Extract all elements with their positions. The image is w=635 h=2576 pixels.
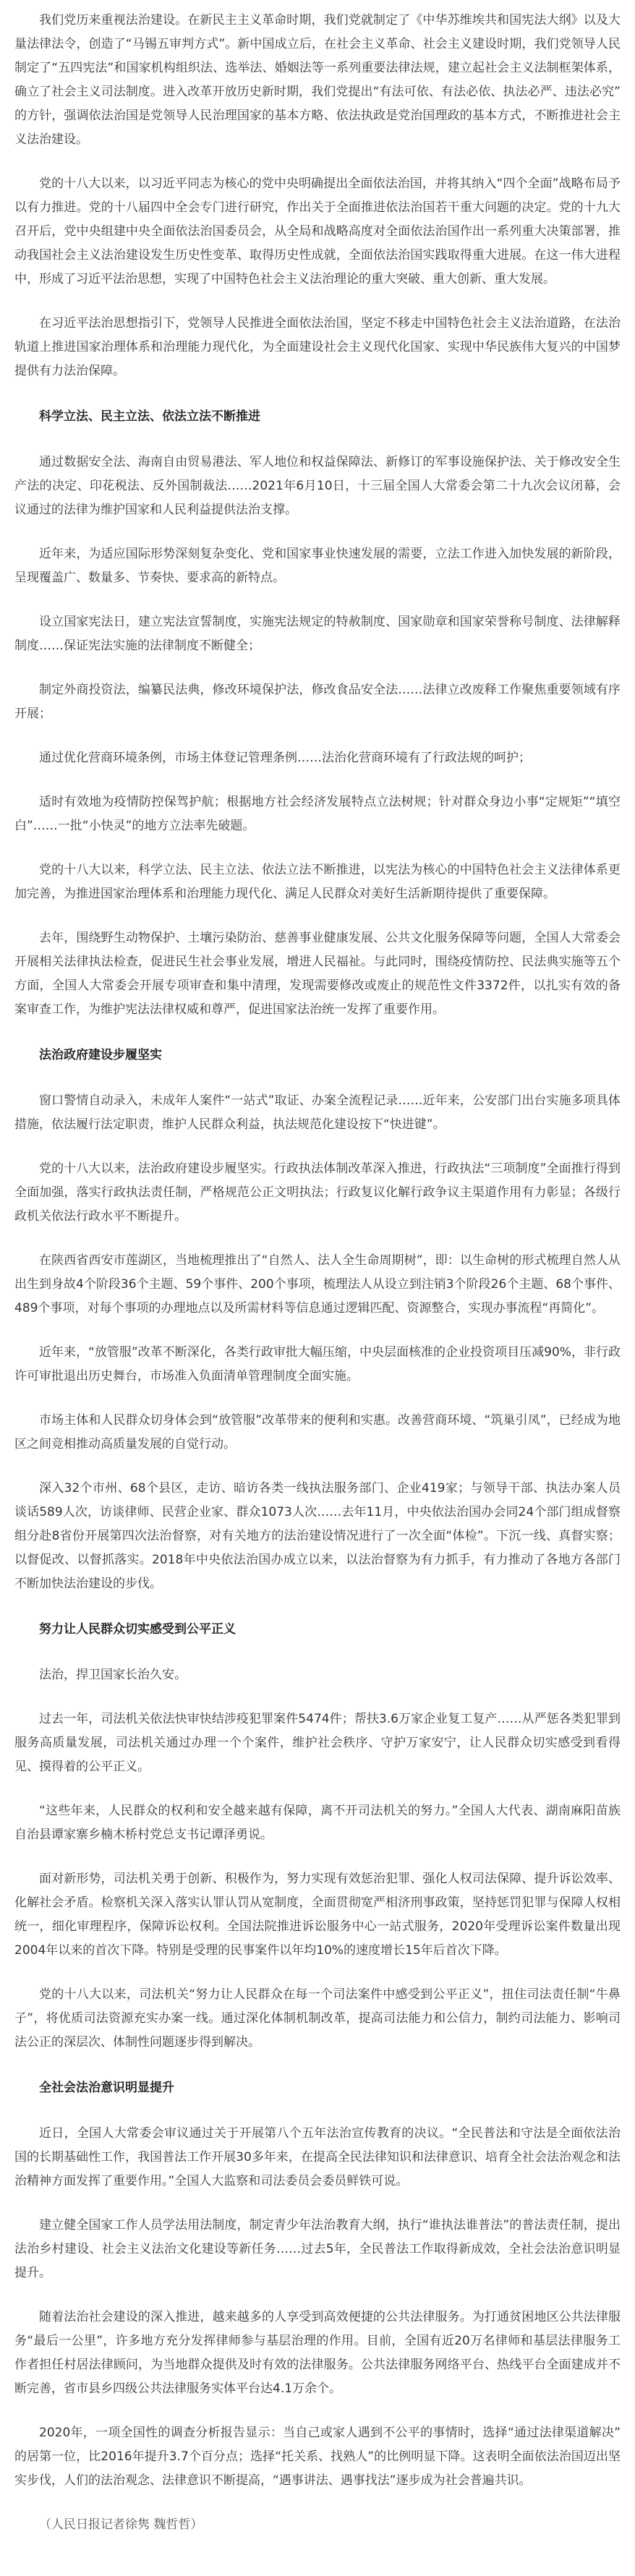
paragraph: 通过优化营商环境条例，市场主体登记管理条例……法治化营商环境有了行政法规的呵护； [39, 751, 531, 765]
section-heading: 法治政府建设步履坚实 [39, 1048, 162, 1062]
section-heading: 科学立法、民主立法、依法立法不断推进 [39, 409, 260, 424]
paragraph: “这些年来，人民群众的权利和安全越来越有保障，离不开司法机关的努力。”全国人大代表、湖南麻阳苗族自治县谭家寨乡楠木桥村党总支书记谭泽勇说。 [14, 1804, 621, 1842]
paragraph: 市场主体和人民群众切身体会到“放管服”改革带来的便利和实惠。改善营商环境、“筑巢引凤”，已经成为地区之间竞相推动高质量发展的自觉行动。 [14, 1413, 621, 1451]
paragraph: 通过数据安全法、海南自由贸易港法、军人地位和权益保障法、新修订的军事设施保护法、关于修改安全生产法的决定、印花税法、反外国制裁法……2021年6月10日，十三届全国人大常委会第二十九次会议闭幕，会议通过的法律为维护国家和人民利益提供法治支撑。 [14, 455, 621, 517]
paragraph: 法治，捍卫国家长治久安。 [39, 1668, 187, 1682]
paragraph: 去年，围绕野生动物保护、土壤污染防治、慈善事业健康发展、公共文化服务保障等问题，全国人大常委会开展相关法律执法检查，促进民生社会事业发展，增进人民福祉。与此同时，围绕疫情防控、民法典实施等五个方面，全国人大常委会开展专项审查和集中清理，发现需要修改或废止的规范性文件3372件，以扎实有效的备案审查工作，为维护宪法法律权威和尊严，促进国家法治统一发挥了重要作用。 [14, 931, 621, 1017]
paragraph: 我们党历来重视法治建设。在新民主主义革命时期，我们党就制定了《中华苏维埃共和国宪法大纲》以及大量法律法令，创造了“马锡五审判方式”。新中国成立后，在社会主义革命、社会主义建设时期，我们党领导人民制定了“五四宪法”和国家机构组织法、选举法、婚姻法等一系列重要法律法规，建立起社会主义法制框架体系，确立了社会主义司法制度。进入改革开放历史新时期，我们党提出“有法可依、有法必依、执法必严、违法必究”的方针，强调依法治国是党领导人民治理国家的基本方略、依法执政是党治国理政的基本方式，不断推进社会主义法治建设。 [14, 13, 621, 147]
paragraph: 设立国家宪法日，建立宪法宣誓制度，实施宪法规定的特赦制度、国家勋章和国家荣誉称号制度、法律解释制度……保证宪法实施的法律制度不断健全； [14, 615, 621, 653]
paragraph: 在陕西省西安市莲湖区，当地梳理推出了“自然人、法人全生命周期树”，即：以生命树的形式梳理自然人从出生到身故4个阶段36个主题、59个事件、200个事项，梳理法人从设立到注销3个阶段26个主题、68个事件、489个事项，对每个事项的办理地点以及所需材料等信息通过逻辑匹配、资源整合，实现办事流程“再简化”。 [14, 1253, 621, 1315]
paragraph: 近年来，“放管服”改革不断深化，各类行政审批大幅压缩，中央层面核准的企业投资项目压减90%，非行政许可审批退出历史舞台，市场准入负面清单管理制度全面实施。 [14, 1345, 621, 1383]
paragraph: 深入32个市州、68个县区，走访、暗访各类一线执法服务部门、企业419家；与领导干部、执法办案人员谈话589人次，访谈律师、民营企业家、群众1073人次……去年11月，中央依法治国办会同24个部门组成督察组分赴8省份开展第四次法治督察，对有关地方的法治建设情况进行了一次全面“体检”。下沉一线、真督实察；以督促改、以督抓落实。2018年中央依法治国办成立以来，以法治督察为有力抓手，有力推动了各地方各部门不断加快法治建设的步伐。 [14, 1481, 621, 1591]
news-article [0, 9, 635, 2576]
paragraph: 过去一年，司法机关依法快审快结涉疫犯罪案件5474件；帮扶3.6万家企业复工复产……从严惩各类犯罪到服务高质量发展，司法机关通过办理一个个案件，维护社会秩序、守护万家安宁，让人民群众切实感受到看得见、摸得着的公平正义。 [14, 1712, 621, 1774]
article-intro [14, 9, 621, 383]
paragraph: 党的十八大以来，以习近平同志为核心的党中央明确提出全面依法治国，并将其纳入“四个全面”战略布局予以有力推进。党的十八届四中全会专门进行研究，作出关于全面推进依法治国若干重大问题的决定。党的十九大召开后，党中央组建中央全面依法治国委员会，从全局和战略高度对全面依法治国作出一系列重大决策部署，推动我国社会主义法治建设发生历史性变革、取得历史性成就，全面依法治国实践取得重大进展。在这一伟大进程中，形成了习近平法治思想，实现了中国特色社会主义法治理论的重大突破、重大创新、重大发展。 [14, 176, 621, 286]
paragraph: 在习近平法治思想指引下，党领导人民推进全面依法治国，坚定不移走中国特色社会主义法治道路，在法治轨道上推进国家治理体系和治理能力现代化，为全面建设社会主义现代化国家、实现中华民族伟大复兴的中国梦提供有力法治保障。 [14, 316, 621, 378]
paragraph: 制定外商投资法，编纂民法典，修改环境保护法，修改食品安全法……法律立改废释工作聚焦重要领域有序开展； [14, 683, 621, 721]
section-heading: 全社会法治意识明显提升 [39, 2081, 174, 2095]
paragraph: 近日，全国人大常委会审议通过关于开展第八个五年法治宣传教育的决议。“全民普法和守法是全面依法治国的长期基础性工作，我国普法工作开展30多年来，在提高全民法律知识和法律意识、培育全社会法治观念和法治精神方面发挥了重要作用。”全国人大监察和司法委员会委员鲜铁可说。 [14, 2126, 621, 2188]
paragraph: 适时有效地为疫情防控保驾护航；根据地方社会经济发展特点立法树规；针对群众身边小事“定规矩”“填空白”……一批“小快灵”的地方立法率先破题。 [14, 795, 621, 833]
paragraph: 窗口警情自动录入，未成年人案件“一站式”取证、办案全流程记录……近年来，公安部门出台实施多项具体措施，依法履行法定职责，维护人民群众利益，执法规范化建设按下“快进键”。 [14, 1093, 621, 1132]
article-section-awareness [14, 2076, 621, 2493]
section-heading: 努力让人民群众切实感受到公平正义 [39, 1622, 236, 1637]
article-section-government [14, 1044, 621, 1596]
paragraph: 2020年，一项全国性的调查分析报告显示：当自己或家人遇到不公平的事情时，选择“通过法律渠道解决”的居第一位，比2016年提升3.7个百分点；选择“托关系、找熟人”的比例明显下降。这表明全面依法治国迈出坚实步伐，人们的法治观念、法律意识不断提高，“遇事讲法、遇事找法”逐步成为社会普遍共识。 [14, 2426, 621, 2488]
paragraph: 党的十八大以来，法治政府建设步履坚实。行政执法体制改革深入推进，行政执法“三项制度”全面推行得到全面加强，落实行政执法责任制，严格规范公正文明执法；行政复议化解行政争议主渠道作用有力彰显；各级行政机关依法行政水平不断提升。 [14, 1161, 621, 1224]
paragraph: 近年来，为适应国际形势深刻复杂变化、党和国家事业快速发展的需要，立法工作进入加快发展的新阶段，呈现覆盖广、数量多、节奏快、要求高的新特点。 [14, 547, 621, 585]
paragraph: 随着法治社会建设的深入推进，越来越多的人享受到高效便捷的公共法律服务。为打通贫困地区公共法律服务“最后一公里”，许多地方充分发挥律师参与基层治理的作用。目前，全国有近20万名律师和基层法律服务工作者担任村居法律顾问，为当地群众提供及时有效的法律服务。公共法律服务网络平台、热线平台全面建成并不断完善，省市县乡四级公共法律服务实体平台达4.1万余个。 [14, 2310, 621, 2396]
article-section-legislation [14, 405, 621, 1022]
byline: （人民日报记者徐隽 魏哲哲） [39, 2517, 203, 2532]
paragraph: 党的十八大以来，科学立法、民主立法、依法立法不断推进，以宪法为核心的中国特色社会主义法律体系更加完善，为推进国家治理体系和治理能力现代化、满足人民群众对美好生活新期待提供了重要保障。 [14, 863, 621, 901]
paragraph: 党的十八大以来，司法机关“努力让人民群众在每一个司法案件中感受到公平正义”，扭住司法责任制“牛鼻子”，将优质司法资源充实办案一线。通过深化体制机制改革，提高司法能力和公信力，制约司法能力、影响司法公正的深层次、体制性问题逐步得到解决。 [14, 1987, 621, 2050]
article-section-justice [14, 1618, 621, 2055]
paragraph: 面对新形势，司法机关勇于创新、积极作为，努力实现有效惩治犯罪、强化人权司法保障、提升诉讼效率、化解社会矛盾。检察机关深入落实认罪认罚从宽制度，全面贯彻宽严相济刑事政策，坚持惩罚犯罪与保障人权相统一，细化审理程序，保障诉讼权利。全国法院推进诉讼服务中心一站式服务，2020年受理诉讼案件数量出现2004年以来的首次下降。特别是受理的民事案件以年均10%的速度增长15年后首次下降。 [14, 1872, 621, 1958]
paragraph: 建立健全国家工作人员学法用法制度，制定青少年法治教育大纲，执行“谁执法谁普法”的普法责任制，提出法治乡村建设、社会主义法治文化建设等新任务……过去5年，全民普法工作取得新成效，全社会法治意识明显提升。 [14, 2218, 621, 2280]
